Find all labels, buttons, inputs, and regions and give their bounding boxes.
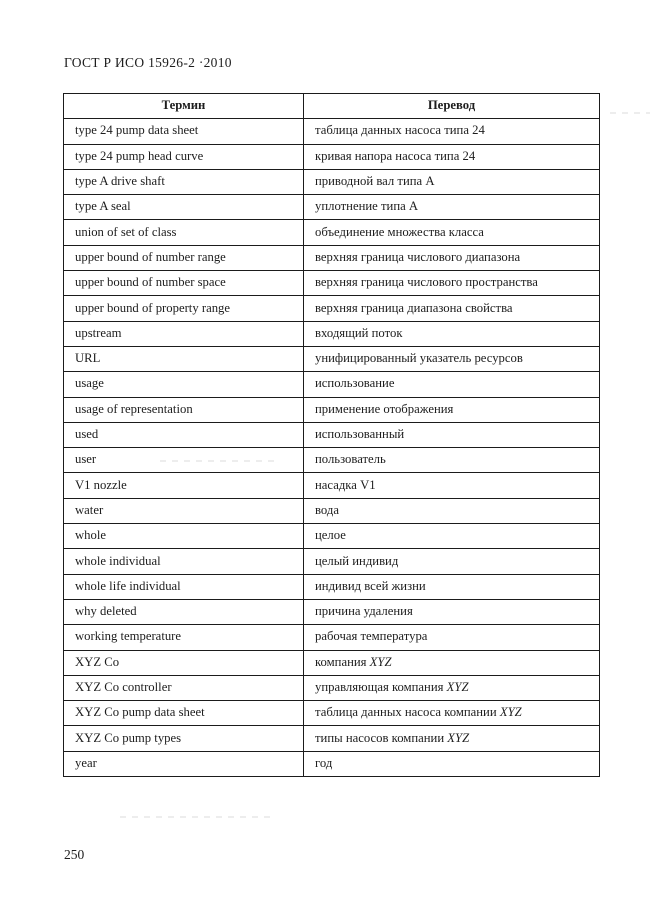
term-cell: upper bound of property range [64,296,304,321]
term-cell: usage of representation [64,397,304,422]
translation-cell: таблица данных насоса типа 24 [304,119,600,144]
translation-cell: кривая напора насоса типа 24 [304,144,600,169]
term-cell: V1 nozzle [64,473,304,498]
table-header-row [64,94,600,119]
translation-cell: объединение множества класса [304,220,600,245]
table-row [64,498,600,523]
table-row [64,271,600,296]
term-cell: upper bound of number range [64,245,304,270]
translation-cell: пользователь [304,448,600,473]
table-row [64,448,600,473]
table-row [64,650,600,675]
column-header-term: Термин [64,94,304,119]
table-row [64,625,600,650]
table-row [64,321,600,346]
term-cell: working temperature [64,625,304,650]
table-row [64,195,600,220]
scan-artifact [610,112,650,114]
term-cell: XYZ Co [64,650,304,675]
term-cell: type 24 pump data sheet [64,119,304,144]
page-number: 250 [64,847,85,862]
translation-cell: верхняя граница числового диапазона [304,245,600,270]
term-cell: usage [64,372,304,397]
term-cell: upstream [64,321,304,346]
table-row [64,169,600,194]
table-row [64,220,600,245]
translation-cell: целое [304,524,600,549]
translation-cell: целый индивид [304,549,600,574]
translation-cell: использование [304,372,600,397]
term-cell: user [64,448,304,473]
translation-cell: использованный [304,422,600,447]
table-row [64,675,600,700]
table-row [64,549,600,574]
table-row [64,574,600,599]
term-cell: whole [64,524,304,549]
term-cell: used [64,422,304,447]
translation-cell: насадка V1 [304,473,600,498]
translation-cell: входящий поток [304,321,600,346]
table-row [64,245,600,270]
translation-cell: вода [304,498,600,523]
table-row [64,751,600,776]
term-cell: water [64,498,304,523]
term-cell: type 24 pump head curve [64,144,304,169]
term-cell: whole individual [64,549,304,574]
term-cell: union of set of class [64,220,304,245]
translation-cell: компания XYZ [304,650,600,675]
translation-cell: типы насосов компании XYZ [304,726,600,751]
translation-cell: рабочая температура [304,625,600,650]
translation-cell: причина удаления [304,599,600,624]
term-cell: XYZ Co controller [64,675,304,700]
term-cell: whole life individual [64,574,304,599]
translation-cell: индивид всей жизни [304,574,600,599]
translation-cell: уплотнение типа А [304,195,600,220]
table-row [64,346,600,371]
table-row [64,119,600,144]
glossary-table [63,93,600,777]
translation-cell: управляющая компания XYZ [304,675,600,700]
term-cell: XYZ Co pump data sheet [64,701,304,726]
term-cell: type A drive shaft [64,169,304,194]
term-cell: why deleted [64,599,304,624]
table-row [64,372,600,397]
table-row [64,599,600,624]
table-row [64,296,600,321]
glossary-body [64,119,600,777]
term-cell: XYZ Co pump types [64,726,304,751]
table-row [64,422,600,447]
translation-cell: год [304,751,600,776]
term-cell: type A seal [64,195,304,220]
table-row [64,144,600,169]
table-row [64,397,600,422]
scan-artifact [120,816,270,818]
table-row [64,524,600,549]
table-row [64,473,600,498]
column-header-translation: Перевод [304,94,600,119]
table-row [64,701,600,726]
translation-cell: таблица данных насоса компании XYZ [304,701,600,726]
term-cell: URL [64,346,304,371]
table-row [64,726,600,751]
translation-cell: приводной вал типа А [304,169,600,194]
translation-cell: применение отображения [304,397,600,422]
term-cell: upper bound of number space [64,271,304,296]
translation-cell: верхняя граница числового пространства [304,271,600,296]
translation-cell: унифицированный указатель ресурсов [304,346,600,371]
term-cell: year [64,751,304,776]
translation-cell: верхняя граница диапазона свойства [304,296,600,321]
document-header: ГОСТ Р ИСО 15926-2 ·2010 [64,55,232,70]
